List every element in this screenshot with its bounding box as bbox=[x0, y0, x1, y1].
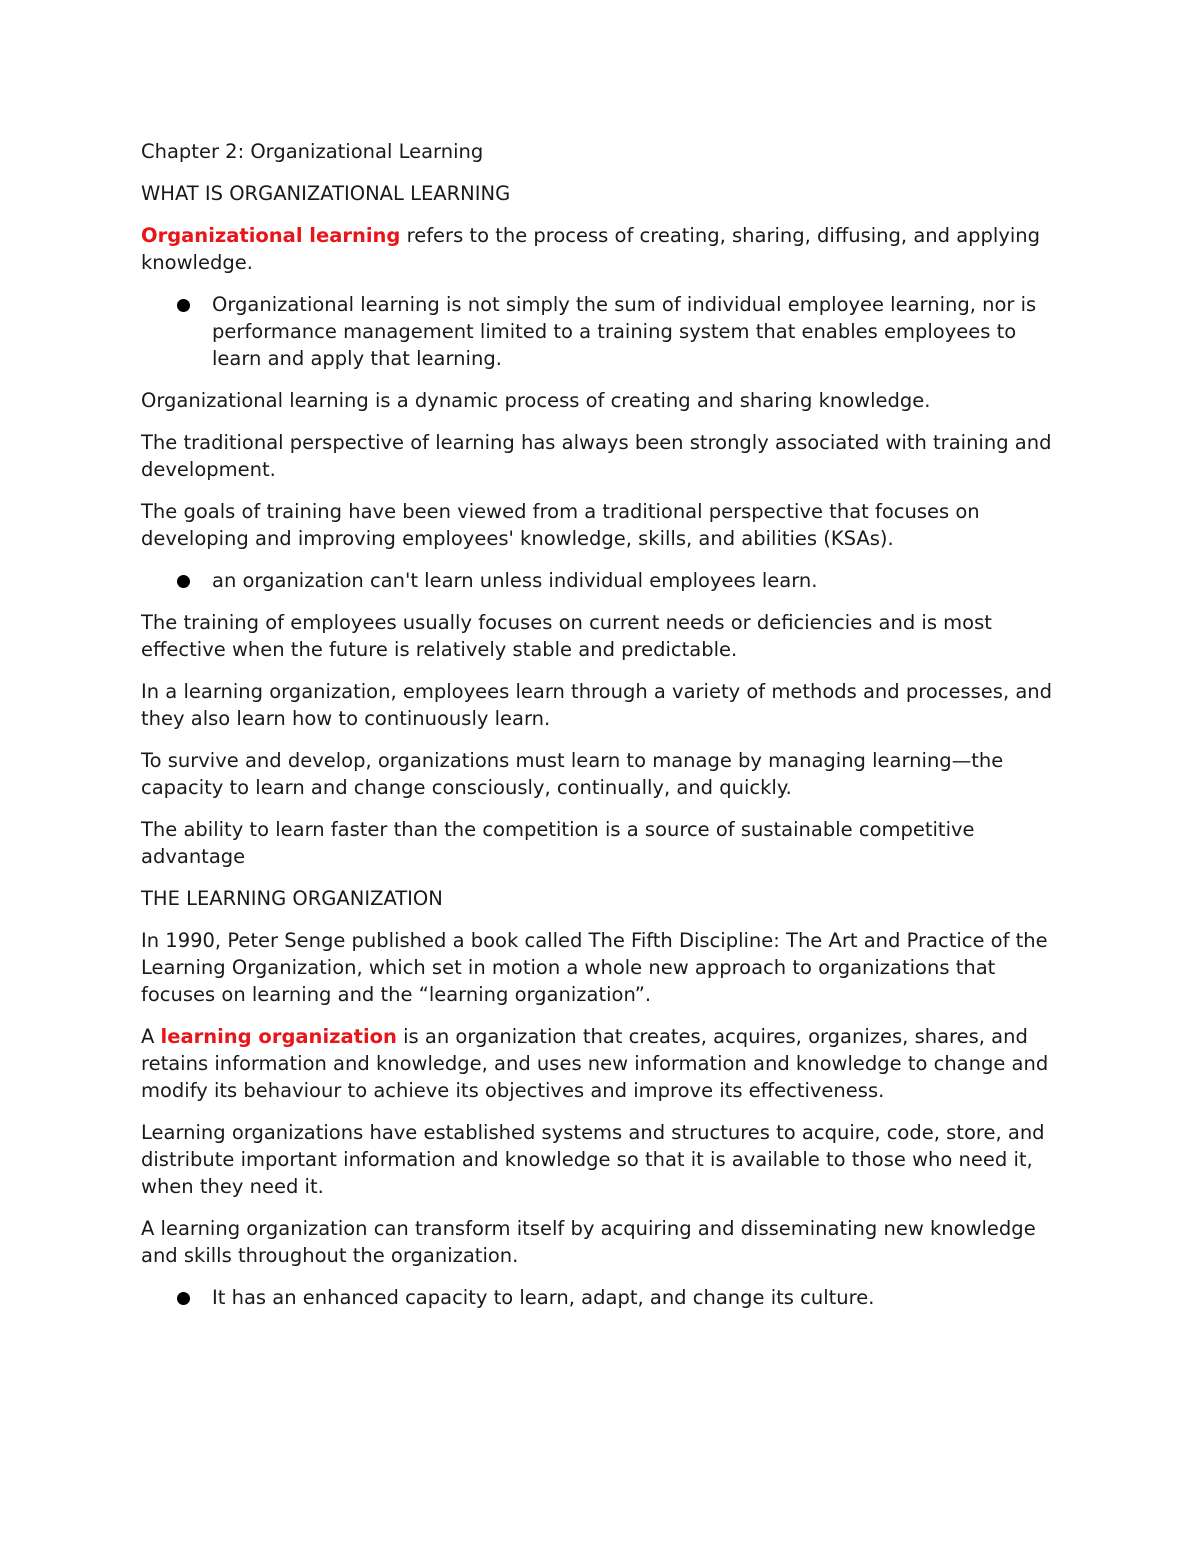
bullet-icon bbox=[177, 575, 190, 588]
highlighted-term: Organizational learning bbox=[141, 224, 401, 247]
paragraph: The goals of training have been viewed from a traditional perspective that focuses on developing and improving employees' knowledge, skills, and abilities (KSAs). bbox=[141, 500, 980, 550]
bullet-icon bbox=[177, 1292, 190, 1305]
paragraph: A learning organization can transform itself by acquiring and disseminating new knowledge and skills throughout the organization. bbox=[141, 1217, 1036, 1267]
paragraph-definition-organizational-learning bbox=[141, 222, 1066, 276]
paragraph: In a learning organization, employees learn through a variety of methods and processes, and they also learn how to continuously learn. bbox=[141, 680, 1053, 730]
list-item bbox=[212, 291, 1066, 372]
highlighted-term: learning organization bbox=[160, 1025, 397, 1048]
paragraph: Learning organizations have established systems and structures to acquire, code, store, and distribute important information and knowledge so that it is available to those who need it, when they need it. bbox=[141, 1121, 1045, 1198]
paragraph-text: is an organization that creates, acquires, organizes, shares, and retains information and knowledge, and uses new information and knowledge to change and modify its behaviour to achieve its objectives and improve its effectiveness. bbox=[141, 1025, 1049, 1102]
list-item-text: Organizational learning is not simply the sum of individual employee learning, nor is performance management limited to a training system that enables employees to learn and apply that learning. bbox=[212, 293, 1037, 370]
paragraph: The traditional perspective of learning has always been strongly associated with training and development. bbox=[141, 431, 1052, 481]
list-item bbox=[212, 1284, 1066, 1311]
paragraph-text: A bbox=[141, 1025, 161, 1048]
bullet-list bbox=[141, 567, 1066, 594]
list-item-text: an organization can't learn unless individual employees learn. bbox=[212, 569, 818, 592]
paragraph: The ability to learn faster than the competition is a source of sustainable competitive advantage bbox=[141, 818, 975, 868]
bullet-list bbox=[141, 1284, 1066, 1311]
list-item-text: It has an enhanced capacity to learn, adapt, and change its culture. bbox=[212, 1286, 875, 1309]
bullet-list bbox=[141, 291, 1066, 372]
paragraph-definition-learning-organization bbox=[141, 1023, 1066, 1104]
section-heading-the-learning-organization: THE LEARNING ORGANIZATION bbox=[141, 887, 443, 910]
document-page bbox=[141, 138, 1066, 1326]
list-item bbox=[212, 567, 1066, 594]
paragraph: In 1990, Peter Senge published a book called The Fifth Discipline: The Art and Practice of the Learning Organization, which set in motion a whole new approach to organizations that focuses on learning and the “learning organization”. bbox=[141, 929, 1048, 1006]
section-heading-what-is-organizational-learning: WHAT IS ORGANIZATIONAL LEARNING bbox=[141, 182, 511, 205]
paragraph-text: refers to the process of creating, sharing, diffusing, and applying knowledge. bbox=[141, 224, 1041, 274]
chapter-title: Chapter 2: Organizational Learning bbox=[141, 140, 484, 163]
paragraph: The training of employees usually focuses on current needs or deficiencies and is most effective when the future is relatively stable and predictable. bbox=[141, 611, 992, 661]
bullet-icon bbox=[177, 299, 190, 312]
paragraph: Organizational learning is a dynamic process of creating and sharing knowledge. bbox=[141, 389, 931, 412]
paragraph: To survive and develop, organizations must learn to manage by managing learning—the capacity to learn and change consciously, continually, and quickly. bbox=[141, 749, 1004, 799]
